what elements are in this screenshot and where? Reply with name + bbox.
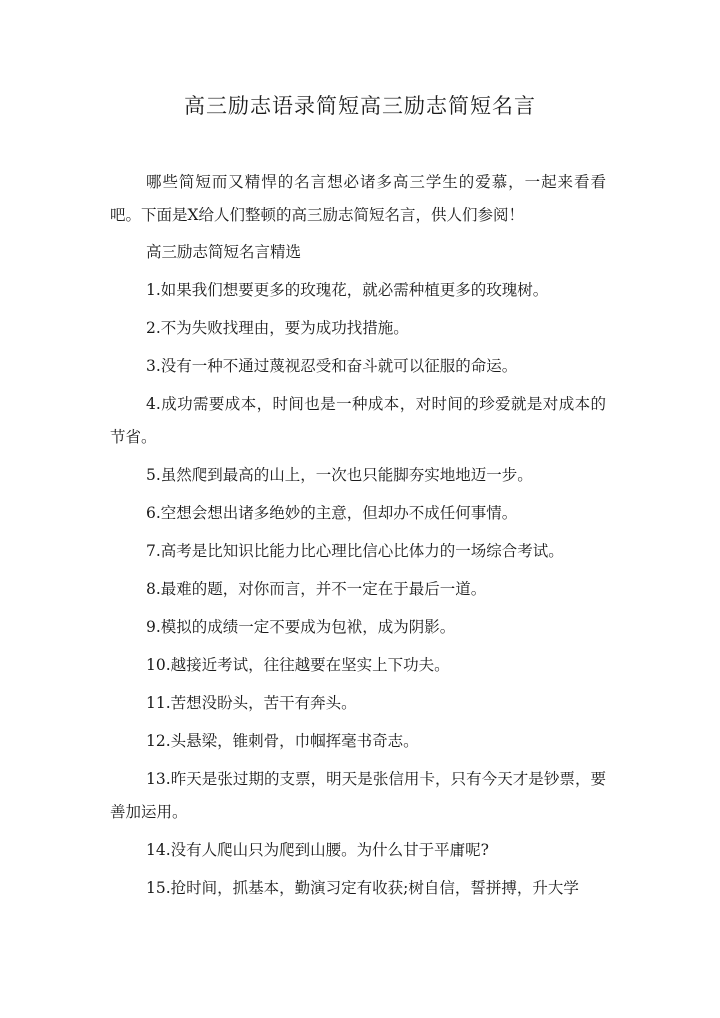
document-title: 高三励志语录简短高三励志简短名言 bbox=[184, 94, 536, 118]
quote-item: 3.没有一种不通过蔑视忍受和奋斗就可以征服的命运。 bbox=[146, 357, 518, 375]
quote-item: 7.高考是比知识比能力比心理比信心比体力的一场综合考试。 bbox=[146, 542, 564, 560]
quote-item: 10.越接近考试，往往越要在坚实上下功夫。 bbox=[146, 656, 450, 674]
quote-item: 8.最难的题，对你而言，并不一定在于最后一道。 bbox=[146, 580, 487, 598]
quote-item: 13.昨天是张过期的支票，明天是张信用卡，只有今天才是钞票，要善加运用。 bbox=[110, 770, 606, 821]
intro-paragraph: 哪些简短而又精悍的名言想必诸多高三学生的爱慕，一起来看看吧。下面是X给人们整顿的高三励志简短名言，供人们参阅！ bbox=[110, 173, 606, 224]
quote-item: 5.虽然爬到最高的山上，一次也只能脚夯实地地迈一步。 bbox=[146, 466, 533, 484]
quote-item: 14.没有人爬山只为爬到山腰。为什么甘于平庸呢? bbox=[146, 841, 489, 859]
quote-item: 4.成功需要成本，时间也是一种成本，对时间的珍爱就是对成本的节省。 bbox=[110, 395, 606, 446]
quote-item: 15.抢时间，抓基本，勤演习定有收获;树自信，誓拼搏，升大学 bbox=[146, 879, 579, 897]
quote-item: 6.空想会想出诸多绝妙的主意，但却办不成任何事情。 bbox=[146, 504, 518, 522]
section-heading: 高三励志简短名言精选 bbox=[146, 243, 302, 261]
quote-item: 11.苦想没盼头，苦干有奔头。 bbox=[146, 694, 357, 712]
quote-item: 9.模拟的成绩一定不要成为包袱，成为阴影。 bbox=[146, 618, 456, 636]
quote-item: 2.不为失败找理由，要为成功找措施。 bbox=[146, 319, 409, 337]
document-body bbox=[110, 166, 606, 910]
quote-item: 12.头悬梁，锥刺骨，巾帼挥毫书奇志。 bbox=[146, 732, 419, 750]
quote-item: 1.如果我们想要更多的玫瑰花，就必需种植更多的玫瑰树。 bbox=[146, 281, 549, 299]
